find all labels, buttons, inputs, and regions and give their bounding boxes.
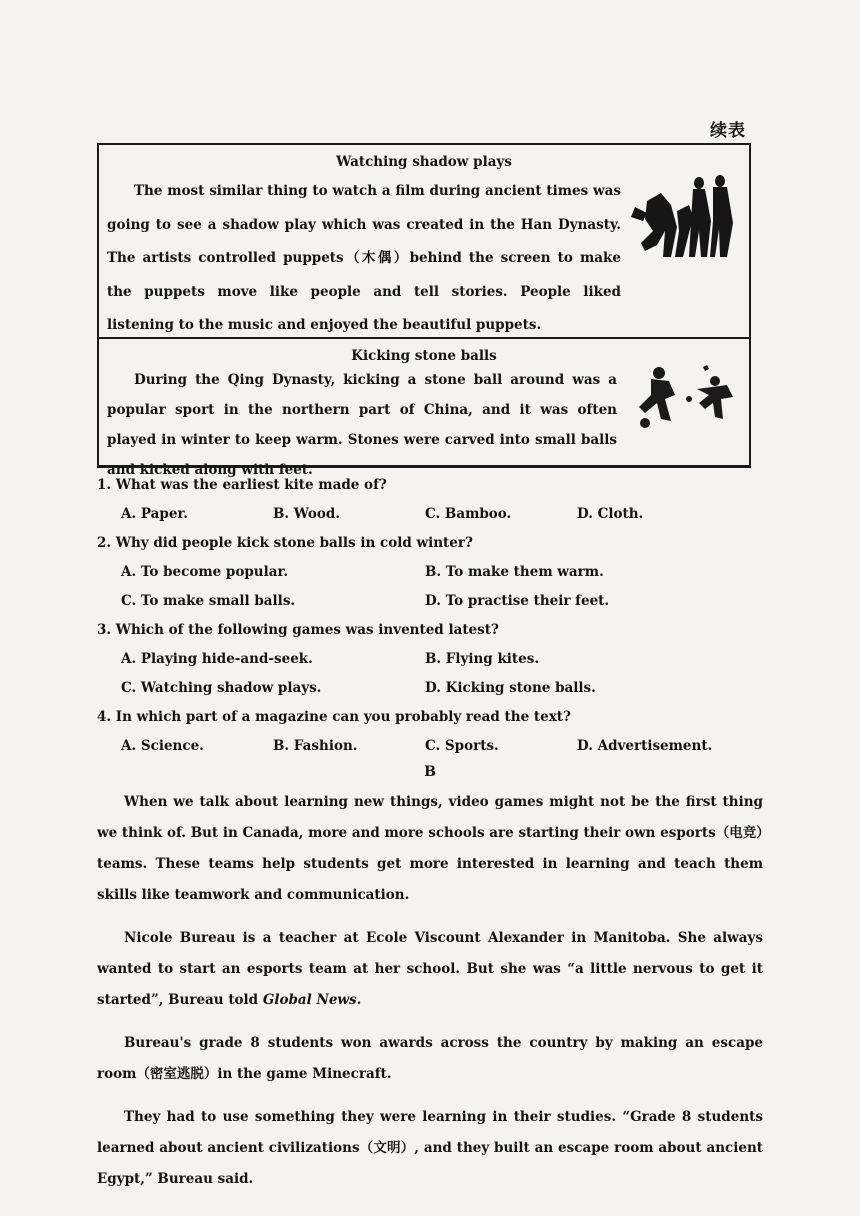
shadow-play-title: Watching shadow plays — [336, 154, 512, 170]
question-options — [97, 587, 757, 616]
option-c[interactable]: C. Watching shadow plays. — [121, 680, 322, 696]
question-2 — [97, 529, 757, 616]
shadow-play-paragraph: The most similar thing to watch a film during ancient times was going to see a shadow play which was created in the Han Dynasty. The artists controlled puppets（木偶）behind the screen to make the puppets move like people and tell stories. People liked listening to the music and enjoyed the beautiful puppets. — [107, 183, 621, 333]
passage-paragraph-3: Bureau's grade 8 students won awards across the country by making an escape room（密室逃脱）in the game Minecraft. — [97, 1035, 763, 1082]
stone-ball-cell — [99, 339, 749, 478]
stone-ball-text — [99, 365, 749, 485]
question-options — [97, 674, 757, 703]
option-c[interactable]: C. Bamboo. — [425, 506, 512, 522]
question-options — [97, 500, 757, 529]
stone-ball-title: Kicking stone balls — [351, 348, 497, 364]
option-a[interactable]: A. Science. — [121, 738, 204, 754]
stone-ball-paragraph: During the Qing Dynasty, kicking a stone ball around was a popular sport in the northern part of China, and it was often played in winter to keep warm. Stones were carved into small balls and kicked along with feet. — [107, 372, 617, 478]
shadow-play-cell — [99, 145, 749, 339]
question-4 — [97, 703, 757, 761]
option-d[interactable]: D. Advertisement. — [577, 738, 713, 754]
passage-paragraph-2 — [97, 923, 763, 1016]
question-stem: 4. In which part of a magazine can you probably read the text? — [97, 709, 571, 725]
question-1 — [97, 471, 757, 529]
option-a[interactable]: A. Playing hide-and-seek. — [121, 651, 313, 667]
option-a[interactable]: A. To become popular. — [121, 564, 289, 580]
option-a[interactable]: A. Paper. — [121, 506, 189, 522]
continued-table-label: 续表 — [710, 121, 746, 141]
section-b-heading: B — [424, 764, 436, 780]
question-options — [97, 732, 757, 761]
news-source: Global News. — [262, 992, 362, 1008]
question-stem: 3. Which of the following games was invented latest? — [97, 622, 499, 638]
option-b[interactable]: B. Flying kites. — [425, 651, 540, 667]
option-d[interactable]: D. Cloth. — [577, 506, 644, 522]
option-b[interactable]: B. Wood. — [273, 506, 341, 522]
option-c[interactable]: C. To make small balls. — [121, 593, 296, 609]
question-stem: 1. What was the earliest kite made of? — [97, 477, 387, 493]
passage-paragraph-4: They had to use something they were learning in their studies. “Grade 8 students learned about ancient civilizations（文明）, and they built an escape room about ancient Egypt,” Bureau said. — [97, 1109, 763, 1187]
section-b-passage — [97, 787, 763, 1207]
question-options — [97, 645, 757, 674]
option-b[interactable]: B. Fashion. — [273, 738, 358, 754]
question-options — [97, 558, 757, 587]
paragraph-2-text: Nicole Bureau is a teacher at Ecole Viscount Alexander in Manitoba. She always wanted to start an esports team at her school. But she was “a little nervous to get it started”, Bureau told — [97, 930, 763, 1008]
shadow-play-text — [99, 175, 749, 343]
reading-table — [97, 143, 751, 478]
passage-paragraph-1: When we talk about learning new things, video games might not be the first thing we think of. But in Canada, more and more schools are starting their own esports（电竞）teams. These teams help students get more interested in learning and teach them skills like teamwork and communication. — [97, 794, 764, 903]
option-d[interactable]: D. Kicking stone balls. — [425, 680, 596, 696]
option-b[interactable]: B. To make them warm. — [425, 564, 604, 580]
option-d[interactable]: D. To practise their feet. — [425, 593, 610, 609]
option-c[interactable]: C. Sports. — [425, 738, 499, 754]
question-3 — [97, 616, 757, 703]
question-stem: 2. Why did people kick stone balls in cold winter? — [97, 535, 473, 551]
